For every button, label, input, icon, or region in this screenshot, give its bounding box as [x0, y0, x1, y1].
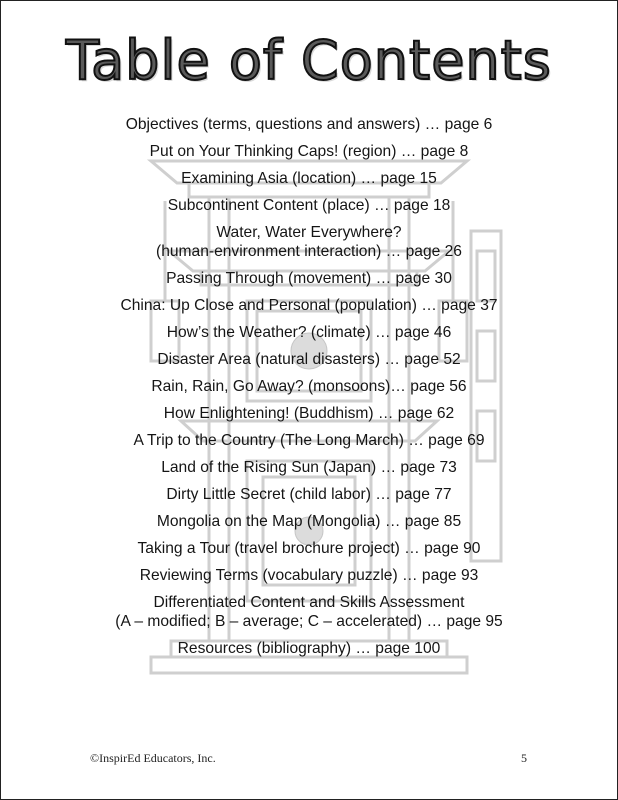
toc-entry-line: Land of the Rising Sun (Japan) … page 73	[161, 459, 457, 476]
toc-entry-line: Water, Water Everywhere?	[216, 224, 402, 241]
toc-entry	[1, 377, 617, 396]
toc-entry	[1, 512, 617, 531]
toc-entry-line: Differentiated Content and Skills Assessment	[153, 594, 465, 611]
toc-entry	[1, 431, 617, 450]
toc-entry-line: Passing Through (movement) … page 30	[166, 270, 452, 287]
toc-entry-line: Objectives (terms, questions and answers) … page 6	[125, 116, 493, 133]
toc-entry-line: Reviewing Terms (vocabulary puzzle) … page 93	[139, 567, 479, 584]
toc-entry-line: China: Up Close and Personal (population) … page 37	[120, 297, 498, 314]
table-of-contents-list	[1, 115, 617, 666]
toc-entry	[1, 539, 617, 558]
toc-entry	[1, 458, 617, 477]
toc-entry	[1, 350, 617, 369]
toc-entry	[1, 142, 617, 161]
toc-entry	[1, 269, 617, 288]
toc-entry-line: Subcontinent Content (place) … page 18	[167, 197, 451, 214]
toc-entry-line: Mongolia on the Map (Mongolia) … page 85	[156, 513, 462, 530]
toc-entry	[1, 223, 617, 261]
toc-entry-line: Examining Asia (location) … page 15	[181, 170, 437, 187]
toc-entry	[1, 115, 617, 134]
page-title: Table of Contents	[66, 29, 552, 92]
toc-entry	[1, 639, 617, 658]
toc-entry-line: Put on Your Thinking Caps! (region) … page 8	[149, 143, 469, 160]
toc-entry-line: Disaster Area (natural disasters) … page 52	[157, 351, 461, 368]
toc-entry-line: (human-environment interaction) … page 26	[156, 243, 462, 260]
toc-entry	[1, 196, 617, 215]
footer-copyright: ©InspirEd Educators, Inc.	[90, 751, 216, 765]
toc-entry-line: Resources (bibliography) … page 100	[177, 640, 441, 657]
toc-entry	[1, 169, 617, 188]
toc-entry	[1, 566, 617, 585]
toc-entry-line: A Trip to the Country (The Long March) … page 69	[133, 432, 485, 449]
toc-entry-line: How Enlightening! (Buddhism) … page 62	[163, 405, 455, 422]
footer-page-number: 5	[521, 751, 527, 765]
toc-entry	[1, 485, 617, 504]
toc-entry	[1, 404, 617, 423]
toc-entry	[1, 323, 617, 342]
toc-entry	[1, 296, 617, 315]
toc-entry-line: (A – modified; B – average; C – accelerated) … page 95	[115, 613, 503, 630]
toc-entry	[1, 593, 617, 631]
toc-entry-line: Dirty Little Secret (child labor) … page 77	[166, 486, 452, 503]
toc-entry-line: Rain, Rain, Go Away? (monsoons)… page 56	[151, 378, 467, 395]
toc-entry-line: Taking a Tour (travel brochure project) … page 90	[137, 540, 481, 557]
toc-entry-line: How’s the Weather? (climate) … page 46	[166, 324, 452, 341]
